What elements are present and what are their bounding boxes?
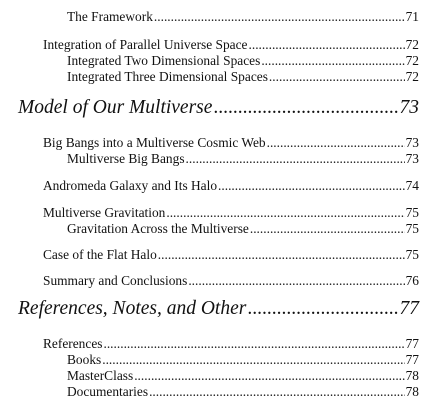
toc-entry-masterclass[interactable] [67, 368, 419, 384]
dot-leader [103, 336, 404, 352]
dot-leader [158, 247, 405, 263]
toc-page-number: 77 [405, 352, 419, 367]
toc-page-number: 75 [405, 205, 419, 220]
dot-leader [188, 273, 404, 289]
toc-page-number: 73 [405, 151, 419, 166]
toc-entry-multiverse-gravitation[interactable] [43, 205, 419, 221]
toc-entry-books[interactable] [67, 352, 419, 368]
toc-page-number: 75 [405, 247, 419, 262]
toc-entry-andromeda-galaxy-halo[interactable] [43, 178, 419, 194]
toc-entry-label: Andromeda Galaxy and Its Halo [43, 178, 218, 193]
toc-page-number: 73 [399, 97, 419, 118]
toc-entry-integrated-three-dimensional-spaces[interactable] [67, 69, 419, 85]
toc-entry-case-of-flat-halo[interactable] [43, 247, 419, 263]
toc-entry-label: Gravitation Across the Multiverse [67, 221, 249, 236]
toc-entry-integrated-two-dimensional-spaces[interactable] [67, 53, 419, 69]
toc-entry-label: Integrated Two Dimensional Spaces [67, 53, 261, 68]
toc-page-number: 74 [405, 178, 419, 193]
dot-leader [250, 221, 405, 237]
toc-entry-label: Case of the Flat Halo [43, 247, 157, 262]
toc-page-number: 78 [405, 368, 419, 383]
toc-page-number: 72 [405, 69, 419, 84]
toc-chapter-label: Model of Our Multiverse [18, 97, 213, 118]
toc-entry-documentaries[interactable] [67, 384, 419, 400]
dot-leader [134, 368, 404, 384]
toc-page-number: 71 [405, 9, 419, 24]
dot-leader [186, 151, 405, 167]
toc-page-number: 73 [405, 135, 419, 150]
dot-leader [166, 205, 404, 221]
toc-page-number: 78 [405, 384, 419, 399]
toc-entry-label: Books [67, 352, 102, 367]
toc-entry-multiverse-big-bangs[interactable] [67, 151, 419, 167]
toc-entry-label: Big Bangs into a Multiverse Cosmic Web [43, 135, 266, 150]
toc-page-number: 77 [405, 336, 419, 351]
toc-entry-label: Documentaries [67, 384, 149, 399]
dot-leader [249, 37, 405, 53]
toc-entry-integration-parallel-universe-space[interactable] [43, 37, 419, 53]
toc-entry-label: Integrated Three Dimensional Spaces [67, 69, 268, 84]
toc-page-number: 72 [405, 53, 419, 68]
toc-chapter-label: References, Notes, and Other [18, 298, 247, 319]
dot-leader [102, 352, 404, 368]
toc-entry-label: Summary and Conclusions [43, 273, 188, 288]
toc-page-number: 76 [405, 273, 419, 288]
toc-entry-label: Multiverse Gravitation [43, 205, 166, 220]
toc-entry-label: The Framework [67, 9, 153, 24]
toc-entry-label: Integration of Parallel Universe Space [43, 37, 248, 52]
dot-leader [218, 178, 405, 194]
toc-entry-the-framework[interactable] [67, 9, 419, 25]
toc-entry-label: MasterClass [67, 368, 134, 383]
toc-chapter-model-of-our-multiverse[interactable] [18, 97, 419, 119]
dot-leader [149, 384, 405, 400]
toc-entry-label: References [43, 336, 103, 351]
toc-page-number: 72 [405, 37, 419, 52]
toc-entry-label: Multiverse Big Bangs [67, 151, 185, 166]
dot-leader [267, 135, 405, 151]
dot-leader [213, 97, 398, 119]
toc-page-number: 75 [405, 221, 419, 236]
toc-entry-references[interactable] [43, 336, 419, 352]
toc-entry-gravitation-across-multiverse[interactable] [67, 221, 419, 237]
dot-leader [269, 69, 405, 85]
toc-page-number: 77 [399, 298, 419, 319]
toc-entry-summary-and-conclusions[interactable] [43, 273, 419, 289]
dot-leader [261, 53, 404, 69]
toc-chapter-references-notes-other[interactable] [18, 298, 419, 320]
toc-entry-big-bangs-cosmic-web[interactable] [43, 135, 419, 151]
dot-leader [247, 298, 398, 320]
dot-leader [154, 9, 405, 25]
